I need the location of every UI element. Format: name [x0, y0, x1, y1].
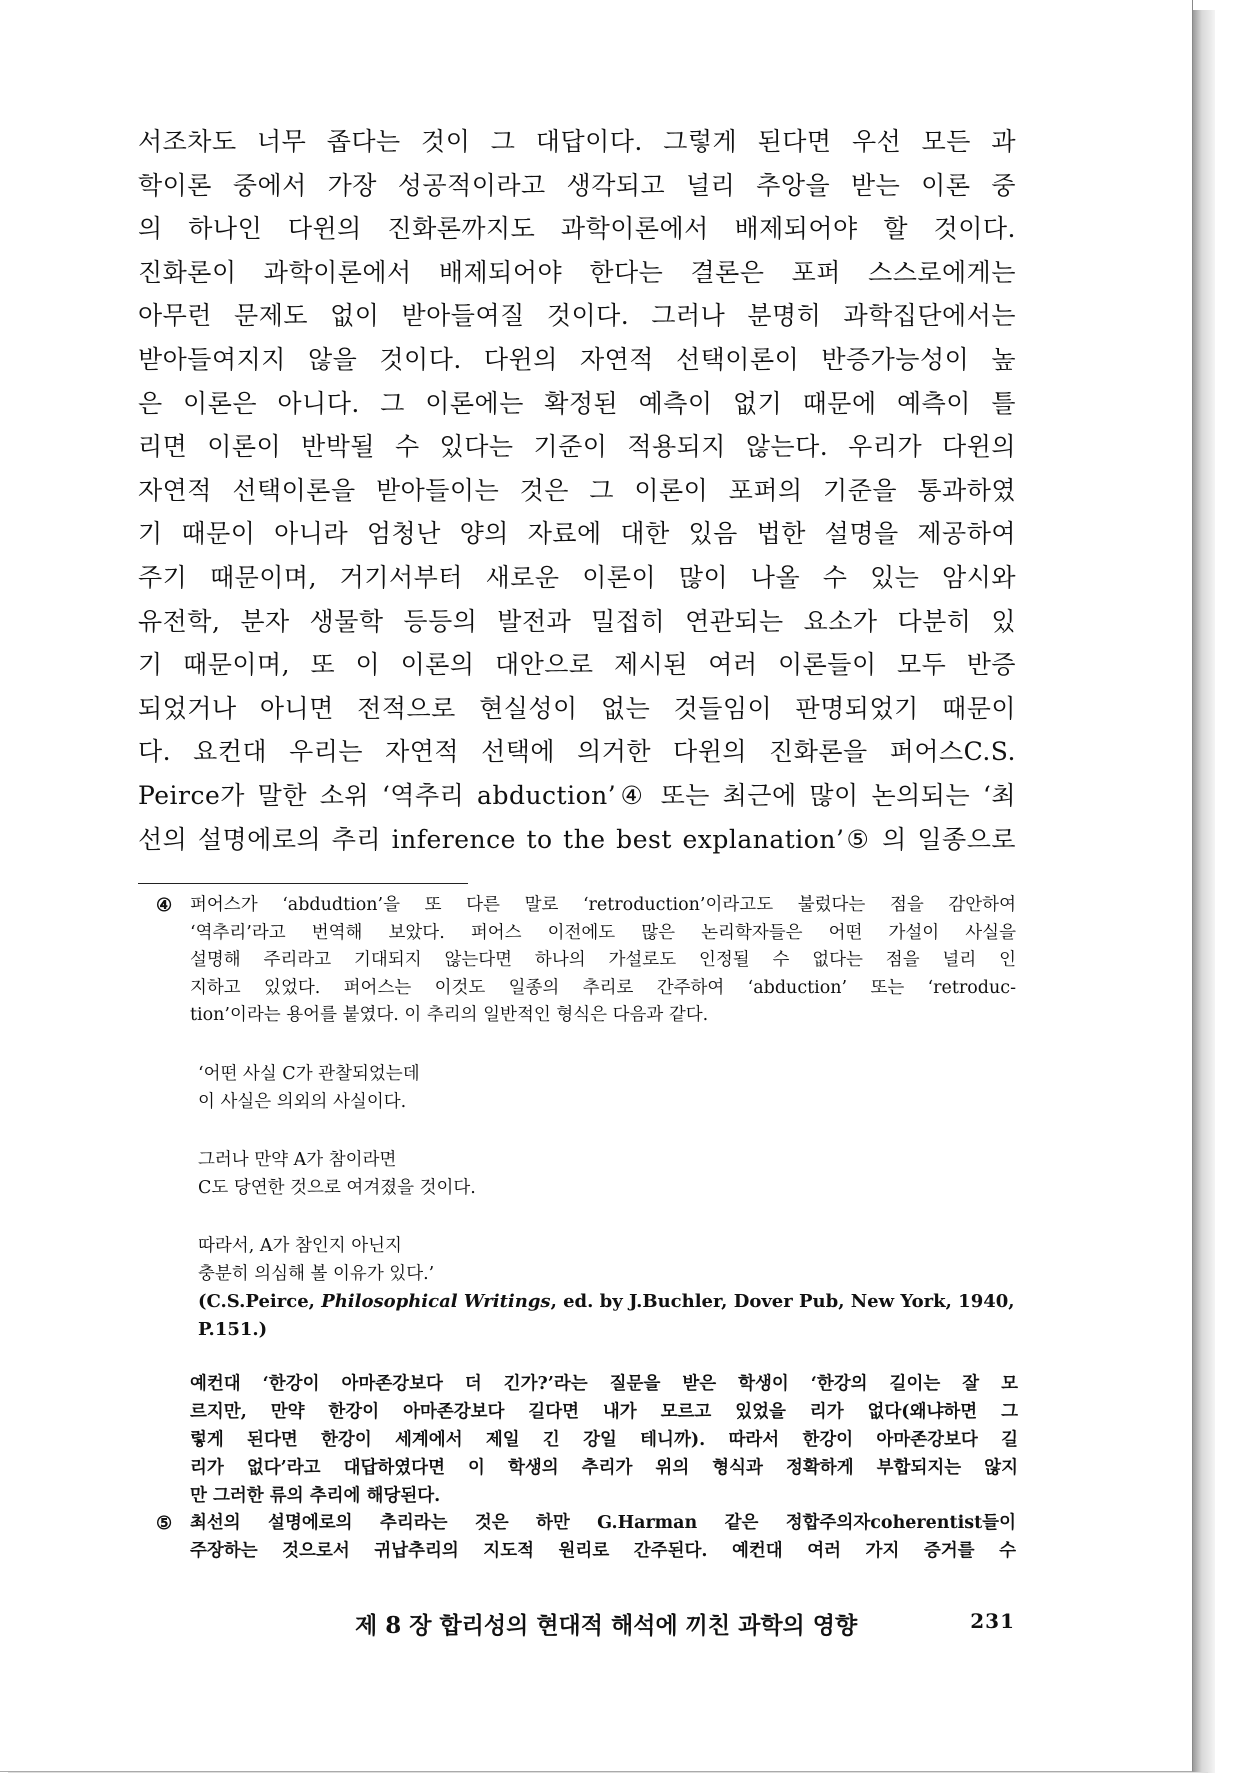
quote-line: 충분히 의심해 볼 이유가 있다.’	[198, 1264, 435, 1284]
example-line: 예컨대 ‘한강이 아마존강보다 더 긴가?’라는 질문을 받은 학생이 ‘한강의 길이는 잘 모	[190, 1374, 1018, 1394]
footnote-separator	[138, 883, 468, 884]
body-line: 다. 요컨대 우리는 자연적 선택에 의거한 다윈의 진화론을 퍼어스C.S.	[138, 737, 1016, 767]
page-number: 231	[970, 1609, 1015, 1633]
body-line: 자연적 선택이론을 받아들이는 것은 그 이론이 포퍼의 기준을 통과하였	[138, 475, 1016, 505]
footnote-line: 지하고 있었다. 퍼어스는 이것도 일종의 추리로 간주하여 ‘abduction’ 또는 ‘retroduc-	[190, 977, 1016, 998]
citation-title: Philosophical Writings	[321, 1291, 551, 1312]
body-line: Peirce가 말한 소위 ‘역추리 abduction’④ 또는 최근에 많이 논의되는 ‘최	[138, 780, 1016, 810]
footnote-5	[138, 1510, 1016, 1565]
footnote-line: 퍼어스가 ‘abdudtion’을 또 다른 말로 ‘retroduction’이라고도 불렀다는 점을 감안하여	[190, 895, 1016, 915]
example-line: 만 그러한 류의 추리에 해당된다.	[190, 1486, 441, 1506]
footnote-marker: ⑤	[156, 1513, 173, 1534]
body-line: 주기 때문이며, 거기서부터 새로운 이론이 많이 나올 수 있는 암시와	[138, 562, 1016, 592]
footnote-line: 주장하는 것으로서 귀납추리의 지도적 원리로 간주된다. 예컨대 여러 가지 증거를 수	[190, 1540, 1016, 1561]
citation	[198, 1288, 1018, 1316]
footnote-marker: ④	[156, 895, 173, 916]
body-line: 받아들여지지 않을 것이다. 다윈의 자연적 선택이론이 반증가능성이 높	[138, 344, 1016, 374]
body-line: 의 하나인 다윈의 진화론까지도 과학이론에서 배제되어야 할 것이다.	[138, 214, 1016, 244]
quote-line: C도 당연한 것으로 여겨졌을 것이다.	[198, 1178, 476, 1198]
citation-suffix: , ed. by J.Buchler, Dover Pub, New York, 1940,	[550, 1291, 1015, 1312]
body-line: 학이론 중에서 가장 성공적이라고 생각되고 널리 추앙을 받는 이론 중	[138, 170, 1016, 200]
page-footer	[355, 1607, 1015, 1640]
body-line: 유전학, 분자 생물학 등등의 발전과 밀접히 연관되는 요소가 다분히 있	[138, 606, 1016, 636]
quote-line: ‘어떤 사실 C가 관찰되었는데	[198, 1064, 420, 1084]
peirce-quote	[198, 1060, 1018, 1344]
example-line: 렇게 된다면 한강이 세계에서 제일 긴 강일 테니까). 따라서 한강이 아마존강보다 길	[190, 1430, 1018, 1450]
example-line: 리가 없다’라고 대답하였다면 이 학생의 추리가 위의 형식과 정확하게 부합되지는 않지	[190, 1458, 1018, 1478]
body-line: 기 때문이 아니라 엄청난 양의 자료에 대한 있음 법한 설명을 제공하여	[138, 519, 1016, 549]
citation-prefix: (C.S.Peirce,	[198, 1291, 322, 1312]
footnote-4	[138, 892, 1016, 1030]
quote-line: 그러나 만약 A가 참이라면	[198, 1150, 397, 1170]
citation-page: P.151.)	[198, 1319, 268, 1340]
body-line: 진화론이 과학이론에서 배제되어야 한다는 결론은 포퍼 스스로에게는	[138, 257, 1016, 287]
footnote-line: 최선의 설명에로의 추리라는 것은 하만 G.Harman 같은 정합주의자coherentist들이	[190, 1513, 1016, 1533]
body-line: 리면 이론이 반박될 수 있다는 기준이 적용되지 않는다. 우리가 다윈의	[138, 432, 1016, 462]
body-text	[138, 120, 1016, 861]
body-line: 서조차도 너무 좁다는 것이 그 대답이다. 그렇게 된다면 우선 모든 과	[138, 127, 1016, 156]
example-paragraph	[190, 1370, 1018, 1510]
page-edge-shadow	[1193, 10, 1215, 1773]
quote-line: 따라서, A가 참인지 아닌지	[198, 1236, 402, 1256]
body-line: 선의 설명에로의 추리 inference to the best explanation’⑤ 의 일종으로	[138, 824, 1016, 854]
body-line: 아무런 문제도 없이 받아들여질 것이다. 그러나 분명히 과학집단에서는	[138, 301, 1016, 331]
footnote-line: ‘역추리’라고 번역해 보았다. 퍼어스 이전에도 많은 논리학자들은 어떤 가설이 사실을	[190, 922, 1016, 943]
body-line: 되었거나 아니면 전적으로 현실성이 없는 것들임이 판명되었기 때문이	[138, 693, 1016, 723]
body-line: 기 때문이며, 또 이 이론의 대안으로 제시된 여러 이론들이 모두 반증	[138, 650, 1016, 680]
body-line: 은 이론은 아니다. 그 이론에는 확정된 예측이 없기 때문에 예측이 틀	[138, 388, 1016, 418]
footnote-line: tion’이라는 용어를 붙였다. 이 추리의 일반적인 형식은 다음과 같다.	[190, 1005, 709, 1025]
footnote-line: 설명해 주리라고 기대되지 않는다면 하나의 가설로도 인정될 수 없다는 점을 널리 인	[190, 950, 1016, 970]
chapter-title: 제 8 장 합리성의 현대적 해석에 끼친 과학의 영향	[355, 1612, 858, 1639]
quote-line: 이 사실은 의외의 사실이다.	[198, 1092, 407, 1112]
example-line: 르지만, 만약 한강이 아마존강보다 길다면 내가 모르고 있었을 리가 없다(왜냐하면 그	[190, 1402, 1018, 1422]
